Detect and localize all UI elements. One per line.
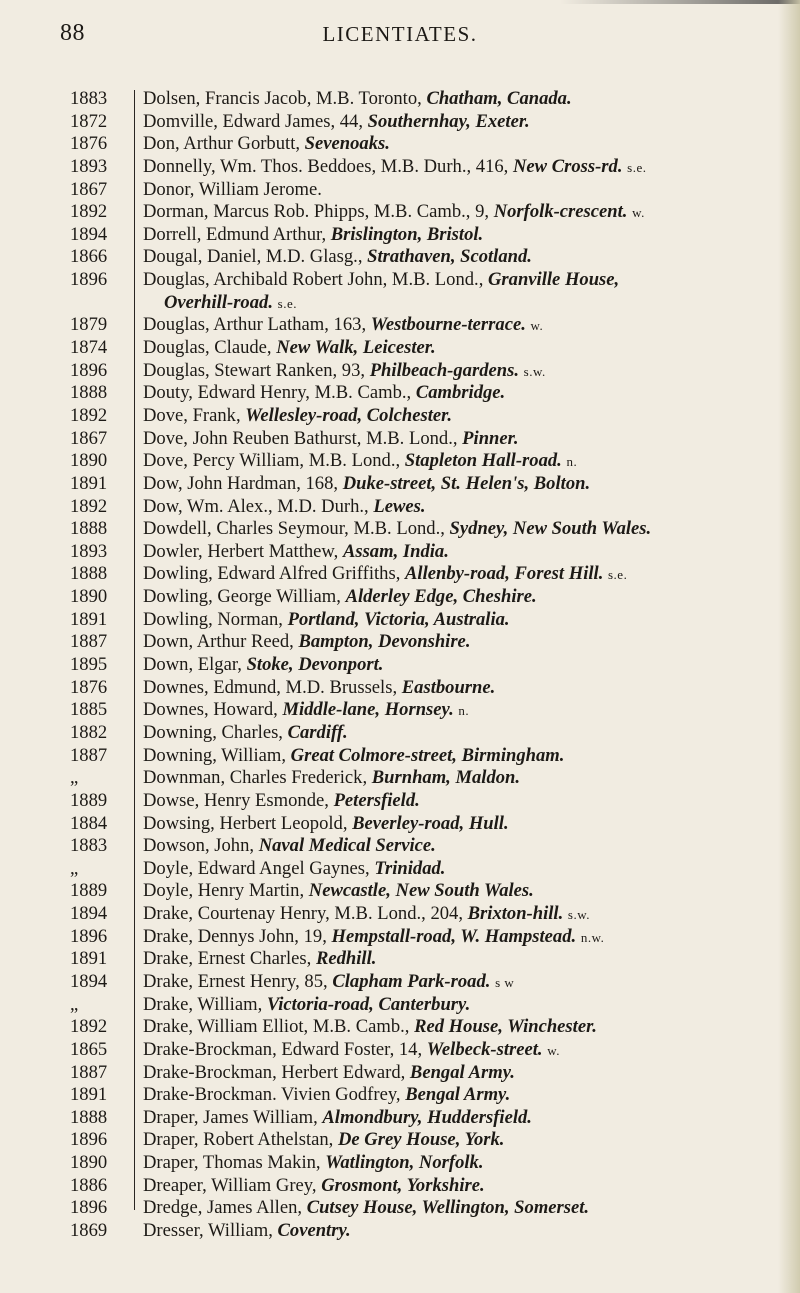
entry-place: Eastbourne. <box>401 676 496 698</box>
entry-text <box>143 450 783 474</box>
entry-place: Philbeach-gardens. <box>369 359 519 381</box>
entry-name: Downing, William, <box>143 744 291 766</box>
list-item <box>0 903 800 926</box>
entry-place: Sevenoaks. <box>304 133 390 155</box>
entry-text <box>143 971 783 995</box>
entry-year: 1865 <box>70 1038 108 1060</box>
entry-place: Strathaven, Scotland. <box>367 246 532 268</box>
entry-text <box>143 903 783 927</box>
list-item <box>0 428 800 451</box>
entry-name: Downman, Charles Frederick, <box>143 767 372 789</box>
entry-place: Brislington, Bristol. <box>330 223 484 245</box>
entry-place: Chatham, Canada. <box>426 88 572 109</box>
entry-place: New Cross-rd. <box>512 155 623 177</box>
entry-text <box>143 631 783 654</box>
list-item <box>0 111 800 134</box>
entry-text <box>143 428 783 451</box>
entry-text <box>143 269 783 292</box>
entry-name: Dreaper, William Grey, <box>143 1174 322 1196</box>
entry-place: Norfolk-crescent. <box>493 201 628 223</box>
entry-place: Bengal Army. <box>409 1061 515 1083</box>
list-item <box>0 382 800 405</box>
entry-district: s.e. <box>277 295 297 311</box>
list-item <box>0 1107 800 1130</box>
entry-district: s.e. <box>608 567 628 583</box>
entry-place: Great Colmore-street, Birmingham. <box>290 744 565 766</box>
page-number: 88 <box>60 20 85 46</box>
entry-name: Dove, Frank, <box>143 404 246 426</box>
entry-text <box>143 156 783 180</box>
entry-name: Dowling, Norman, <box>143 608 288 630</box>
entry-place: Sydney, New South Wales. <box>449 518 652 540</box>
list-item <box>0 1220 800 1243</box>
entry-place: Hempstall-road, W. Hampstead. <box>331 925 577 947</box>
entry-year: 1892 <box>70 1016 108 1038</box>
list-item <box>0 586 800 609</box>
entry-text <box>143 1197 783 1220</box>
entry-name: Drake-Brockman, Herbert Edward, <box>143 1061 410 1083</box>
entry-text <box>143 790 783 813</box>
list-item <box>0 813 800 836</box>
list-item <box>0 360 800 383</box>
entry-name: Draper, James William, <box>143 1106 323 1128</box>
entry-text <box>143 1039 783 1063</box>
list-item <box>0 1016 800 1039</box>
entry-year: 1890 <box>70 450 108 472</box>
top-edge-rule <box>560 0 800 4</box>
entry-name: Dresser, William, <box>143 1220 278 1242</box>
entry-place: Coventry. <box>277 1220 351 1242</box>
entry-year: 1891 <box>70 472 108 494</box>
entry-place: Cardiff. <box>287 721 348 743</box>
entry-name: Draper, Robert Athelstan, <box>143 1129 338 1151</box>
entry-place: Granville House, <box>488 269 620 291</box>
entry-year: 1883 <box>70 88 108 109</box>
entry-year: 1886 <box>70 1174 108 1196</box>
entry-place: Cambridge. <box>415 382 506 404</box>
entry-place: Southernhay, Exeter. <box>367 110 530 132</box>
entry-place: Naval Medical Service. <box>258 835 436 857</box>
entry-text <box>143 518 783 541</box>
list-item <box>0 1175 800 1198</box>
entry-text <box>143 111 783 134</box>
entry-name: Douglas, Archibald Robert John, M.B. Lond., <box>143 269 488 291</box>
list-item <box>0 179 800 202</box>
entry-name: Dowling, Edward Alfred Griffiths, <box>143 563 405 585</box>
entry-text <box>143 813 783 836</box>
entry-district: w. <box>530 318 544 334</box>
entry-place: Petersfield. <box>333 789 420 811</box>
entry-place: Westbourne-terrace. <box>370 314 526 336</box>
entry-text <box>143 880 783 903</box>
entry-text <box>143 835 783 858</box>
entry-place: Burnham, Maldon. <box>371 767 521 789</box>
list-item <box>0 631 800 654</box>
list-item <box>0 609 800 632</box>
entry-year: 1885 <box>70 699 108 721</box>
list-item <box>0 1129 800 1152</box>
entry-text <box>143 1152 783 1175</box>
entry-place: Clapham Park-road. <box>332 970 491 992</box>
entry-place: Cutsey House, Wellington, Somerset. <box>306 1197 590 1219</box>
entry-name: Drake-Brockman, Edward Foster, 14, <box>143 1038 427 1060</box>
entry-year: 1888 <box>70 563 108 585</box>
entry-text <box>143 314 783 338</box>
entry-place: Middle-lane, Hornsey. <box>282 699 454 721</box>
licentiate-list <box>0 88 800 1243</box>
entry-text <box>143 994 783 1017</box>
list-item <box>0 858 800 881</box>
entry-name: Douglas, Claude, <box>143 337 277 359</box>
page-header <box>0 14 800 54</box>
entry-text <box>143 858 783 881</box>
entry-text <box>143 586 783 609</box>
entry-text <box>143 1084 783 1107</box>
entry-year: „ <box>70 993 79 1015</box>
entry-name: Dowling, George William, <box>143 586 346 608</box>
entry-year: 1890 <box>70 1152 108 1174</box>
entry-name: Doyle, Henry Martin, <box>143 880 309 902</box>
entry-year: 1888 <box>70 1106 108 1128</box>
entry-year: 1887 <box>70 744 108 766</box>
entry-year: 1882 <box>70 721 108 743</box>
entry-name: Don, Arthur Gorbutt, <box>143 133 305 155</box>
entry-year: 1896 <box>70 1197 108 1219</box>
entry-text <box>143 337 783 360</box>
list-item <box>0 767 800 790</box>
entry-place: Newcastle, New South Wales. <box>308 880 534 902</box>
entry-name: Drake, Ernest Henry, 85, <box>143 970 333 992</box>
entry-text <box>143 246 783 269</box>
entry-place: Lewes. <box>373 495 426 517</box>
entry-name: Downes, Howard, <box>143 699 283 721</box>
entry-year: 1884 <box>70 812 108 834</box>
entry-year: 1896 <box>70 925 108 947</box>
entry-text <box>143 541 783 564</box>
entry-year: 1888 <box>70 518 108 540</box>
entry-text <box>143 1016 783 1039</box>
entry-name: Domville, Edward James, 44, <box>143 110 368 132</box>
entry-year: 1887 <box>70 631 108 653</box>
list-item <box>0 880 800 903</box>
entry-name: Down, Elgar, <box>143 654 247 676</box>
entry-text <box>143 179 783 202</box>
entry-text <box>143 201 783 225</box>
entry-place: Welbeck-street. <box>426 1038 543 1060</box>
entry-text <box>143 948 783 971</box>
list-item <box>0 835 800 858</box>
entry-year: 1872 <box>70 110 108 132</box>
entry-district: s w <box>495 974 515 990</box>
entry-place: De Grey House, York. <box>337 1129 505 1151</box>
list-item <box>0 156 800 179</box>
entry-text <box>143 1107 783 1130</box>
entry-district: s.w. <box>523 363 546 379</box>
list-item <box>0 541 800 564</box>
entry-text <box>143 677 783 700</box>
entry-place: Alderley Edge, Cheshire. <box>345 586 537 608</box>
entry-text <box>143 1129 783 1152</box>
entry-name: Dowson, John, <box>143 835 259 857</box>
entry-place: Stapleton Hall-road. <box>404 450 562 472</box>
entry-name: Dove, John Reuben Bathurst, M.B. Lond., <box>143 427 463 449</box>
list-item <box>0 994 800 1017</box>
entry-district: w. <box>547 1042 561 1058</box>
entry-year: 1891 <box>70 608 108 630</box>
list-item-continuation <box>0 292 800 315</box>
entry-name: Draper, Thomas Makin, <box>143 1152 326 1174</box>
list-item <box>0 790 800 813</box>
entry-year: 1866 <box>70 246 108 268</box>
entry-place: Victoria-road, Canterbury. <box>266 993 471 1015</box>
entry-place: Redhill. <box>315 948 377 970</box>
entry-text <box>143 609 783 632</box>
entry-text <box>143 654 783 677</box>
entry-year: 1879 <box>70 314 108 336</box>
entry-name: Dredge, James Allen, <box>143 1197 307 1219</box>
entry-place: Assam, India. <box>342 540 449 562</box>
list-item <box>0 201 800 224</box>
list-item <box>0 926 800 949</box>
entry-text <box>164 292 784 316</box>
entry-district: s.e. <box>627 159 647 175</box>
list-item <box>0 450 800 473</box>
entry-year: 1891 <box>70 948 108 970</box>
list-item <box>0 1084 800 1107</box>
entry-place: Almondbury, Huddersfield. <box>322 1106 532 1128</box>
list-item <box>0 563 800 586</box>
entry-year: 1894 <box>70 970 108 992</box>
entry-year: 1896 <box>70 269 108 291</box>
list-item <box>0 269 800 292</box>
entry-text <box>143 473 783 496</box>
entry-year: 1867 <box>70 178 108 200</box>
entry-place: Bampton, Devonshire. <box>298 631 471 653</box>
list-item <box>0 1039 800 1062</box>
entry-name: Drake, William, <box>143 993 267 1015</box>
list-item <box>0 224 800 247</box>
entry-place: Duke-street, St. Helen's, Bolton. <box>342 472 591 494</box>
entry-text <box>143 1062 783 1085</box>
entry-year: 1889 <box>70 789 108 811</box>
entry-year: 1869 <box>70 1220 108 1242</box>
list-item <box>0 722 800 745</box>
list-item <box>0 677 800 700</box>
entry-name: Drake, Dennys John, 19, <box>143 925 332 947</box>
entry-name: Dowdell, Charles Seymour, M.B. Lond., <box>143 518 450 540</box>
entry-name: Doyle, Edward Angel Gaynes, <box>143 857 375 879</box>
list-item <box>0 496 800 519</box>
entry-place: Beverley-road, Hull. <box>352 812 509 834</box>
list-item <box>0 1062 800 1085</box>
entry-text <box>143 405 783 428</box>
list-item <box>0 473 800 496</box>
entry-place: Trinidad. <box>374 857 446 879</box>
entry-text <box>143 767 783 790</box>
list-item <box>0 745 800 768</box>
entry-text <box>143 360 783 384</box>
entry-place: Wellesley-road, Colchester. <box>245 404 452 426</box>
list-item <box>0 337 800 360</box>
entry-place: Portland, Victoria, Australia. <box>287 608 510 630</box>
entry-text <box>143 745 783 768</box>
entry-name: Dowler, Herbert Matthew, <box>143 540 343 562</box>
list-item <box>0 518 800 541</box>
entry-place: Grosmont, Yorkshire. <box>321 1174 485 1196</box>
entry-name: Dorman, Marcus Rob. Phipps, M.B. Camb., 9, <box>143 201 494 223</box>
entry-text <box>143 382 783 405</box>
running-head: LICENTIATES. <box>322 22 478 46</box>
entry-name: Donnelly, Wm. Thos. Beddoes, M.B. Durh., 416, <box>143 155 513 177</box>
entry-name: Downing, Charles, <box>143 721 288 743</box>
entry-year: 1893 <box>70 540 108 562</box>
entry-name: Drake, William Elliot, M.B. Camb., <box>143 1016 415 1038</box>
entry-place: Stoke, Devonport. <box>246 654 384 676</box>
entry-place: New Walk, Leicester. <box>276 337 436 359</box>
list-item <box>0 133 800 156</box>
entry-text <box>143 224 783 247</box>
entry-name: Dorrell, Edmund Arthur, <box>143 223 331 245</box>
entry-year: 1876 <box>70 676 108 698</box>
entry-year: „ <box>70 767 79 789</box>
list-item <box>0 246 800 269</box>
entry-name: Drake, Ernest Charles, <box>143 948 316 970</box>
entry-text <box>143 926 783 950</box>
entry-district: n. <box>458 703 470 719</box>
entry-year: 1874 <box>70 337 108 359</box>
entry-year: 1895 <box>70 654 108 676</box>
list-item <box>0 971 800 994</box>
entry-year: „ <box>70 857 79 879</box>
list-item <box>0 88 800 111</box>
list-item <box>0 405 800 428</box>
entry-year: 1888 <box>70 382 108 404</box>
entry-text <box>143 722 783 745</box>
entry-place: Watlington, Norfolk. <box>325 1152 484 1174</box>
entry-year: 1890 <box>70 586 108 608</box>
entry-name: Downes, Edmund, M.D. Brussels, <box>143 676 402 698</box>
entry-name: Dowse, Henry Esmonde, <box>143 789 334 811</box>
entry-district: w. <box>632 205 645 221</box>
list-item <box>0 654 800 677</box>
entry-year: 1892 <box>70 404 108 426</box>
list-item <box>0 314 800 337</box>
entry-year: 1891 <box>70 1084 108 1106</box>
list-item <box>0 1152 800 1175</box>
entry-text <box>143 563 783 587</box>
entry-place: Overhill-road. <box>164 291 273 313</box>
entry-name: Dowsing, Herbert Leopold, <box>143 812 353 834</box>
entry-text <box>143 699 783 723</box>
entry-year: 1896 <box>70 1129 108 1151</box>
entry-name: Douglas, Stewart Ranken, 93, <box>143 359 370 381</box>
entry-year: 1892 <box>70 201 108 223</box>
entry-name: Douty, Edward Henry, M.B. Camb., <box>143 382 416 404</box>
list-item <box>0 948 800 971</box>
entry-name: Dow, Wm. Alex., M.D. Durh., <box>143 495 374 517</box>
entry-text <box>143 1175 783 1198</box>
entry-text <box>143 1220 783 1243</box>
entry-year: 1894 <box>70 223 108 245</box>
entry-text <box>143 496 783 519</box>
entry-year: 1867 <box>70 427 108 449</box>
entry-district: n.w. <box>580 929 605 945</box>
entry-place: Bengal Army. <box>405 1084 511 1106</box>
entry-year: 1892 <box>70 495 108 517</box>
entry-year: 1887 <box>70 1061 108 1083</box>
entry-name: Dow, John Hardman, 168, <box>143 472 343 494</box>
entry-name: Dolsen, Francis Jacob, M.B. Toronto, <box>143 88 427 109</box>
entry-district: s.w. <box>567 907 590 923</box>
entry-year: 1876 <box>70 133 108 155</box>
entry-year: 1896 <box>70 359 108 381</box>
list-item <box>0 1197 800 1220</box>
entry-place: Red House, Winchester. <box>414 1016 597 1038</box>
entry-name: Dougal, Daniel, M.D. Glasg., <box>143 246 368 268</box>
entry-year: 1894 <box>70 903 108 925</box>
entry-name: Down, Arthur Reed, <box>143 631 299 653</box>
entry-year: 1889 <box>70 880 108 902</box>
entry-name: Drake-Brockman. Vivien Godfrey, <box>143 1084 406 1106</box>
entry-place: Brixton-hill. <box>467 903 564 925</box>
list-item <box>0 699 800 722</box>
entry-year: 1883 <box>70 835 108 857</box>
entry-name: Dove, Percy William, M.B. Lond., <box>143 450 405 472</box>
entry-text <box>143 133 783 156</box>
entry-place: Pinner. <box>462 427 519 449</box>
entry-name: Drake, Courtenay Henry, M.B. Lond., 204, <box>143 903 468 925</box>
entry-name: Douglas, Arthur Latham, 163, <box>143 314 371 336</box>
entry-text <box>143 88 783 111</box>
entry-year: 1893 <box>70 155 108 177</box>
entry-place: Allenby-road, Forest Hill. <box>405 563 604 585</box>
entry-district: n. <box>566 454 578 470</box>
entry-name: Donor, William Jerome. <box>143 178 322 200</box>
